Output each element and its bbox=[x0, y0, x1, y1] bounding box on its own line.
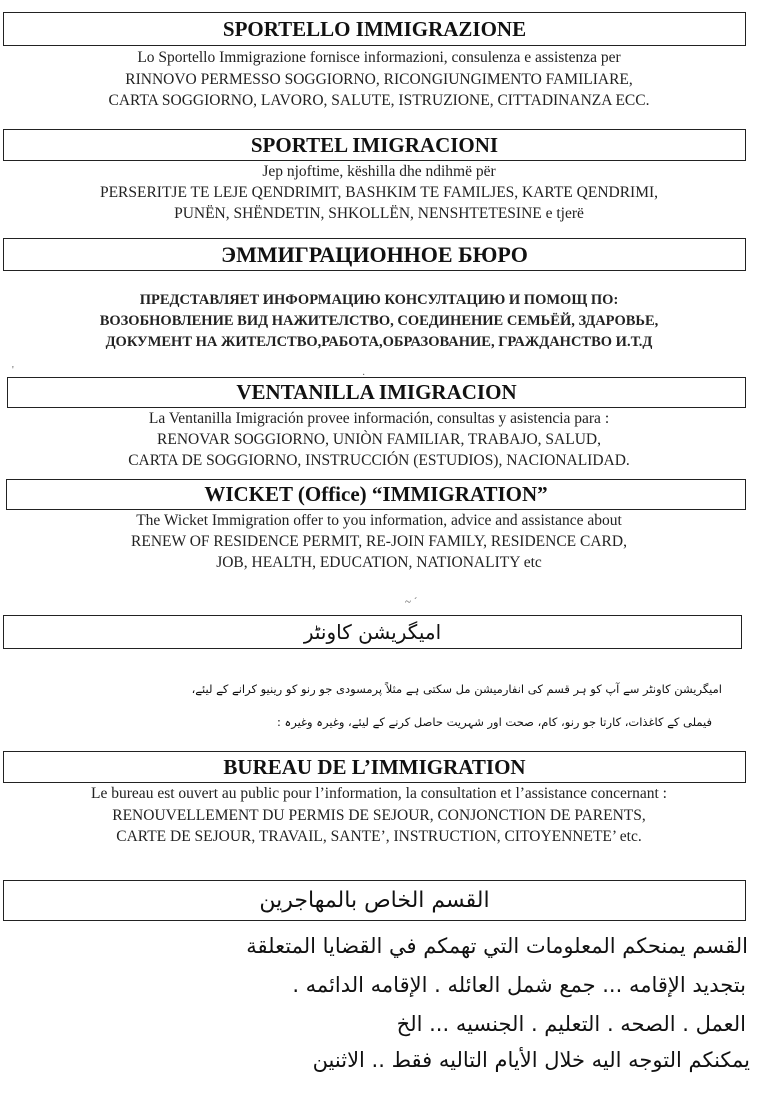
russian-heading: ЭММИГРАЦИОННОЕ БЮРО bbox=[221, 242, 528, 267]
french-heading-box bbox=[3, 751, 746, 783]
albanian-line-2: PERSERITJE TE LEJE QENDRIMIT, BASHKIM TE FAMILJES, KARTE QENDRIMI, bbox=[99, 184, 659, 201]
italian-heading-box bbox=[3, 12, 746, 46]
french-line-1: Le bureau est ouvert au public pour l’information, la consultation et l’assistance concernant : bbox=[91, 785, 667, 802]
french-heading: BUREAU DE L’IMMIGRATION bbox=[223, 755, 526, 779]
russian-line-2: ВОЗОБНОВЛЕНИЕ ВИД НАЖИТЕЛСТВО, СОЕДИНЕНИЕ СЕМЬЁЙ, ЗДАРОВЬЕ, bbox=[99, 313, 659, 329]
russian-heading-box bbox=[3, 238, 746, 271]
albanian-heading: SPORTEL IMIGRACIONI bbox=[250, 133, 499, 157]
italian-line-3: CARTA SOGGIORNO, LAVORO, SALUTE, ISTRUZIONE, CITTADINANZA ECC. bbox=[108, 92, 650, 109]
arabic-line-3: العمل . الصحه . التعليم . الجنسيه ... الخ bbox=[396, 1012, 746, 1036]
english-heading: WICKET (Office) “IMMIGRATION” bbox=[204, 482, 548, 506]
spanish-heading-box bbox=[7, 377, 746, 408]
russian-line-1: ПРЕДСТАВЛЯЕТ ИНФОРМАЦИЮ КОНСУЛТАЦИЮ И ПОМОЩ ПО: bbox=[139, 292, 619, 308]
spanish-heading: VENTANILLA IMIGRACION bbox=[236, 380, 517, 404]
italian-line-2: RINNOVO PERMESSO SOGGIORNO, RICONGIUNGIMENTO FAMILIARE, bbox=[125, 70, 633, 88]
italian-line-1: Lo Sportello Immigrazione fornisce informazioni, consulenza e assistenza per bbox=[137, 49, 621, 66]
urdu-line-1: امیگریشن کاونٹر سے آپ کو ہر قسم کی انفارمیشن مل سکتی ہے مثلاً پرمسودی جو رنو کو رینیو کرانے کے لیئے، bbox=[191, 682, 722, 696]
arabic-line-1: القسم يمنحكم المعلومات التي تهمكم في القضايا المتعلقة bbox=[246, 934, 748, 958]
spanish-line-2: RENOVAR SOGGIORNO, UNIÒN FAMILIAR, TRABAJO, SALUD, bbox=[157, 431, 601, 448]
italian-heading: SPORTELLO IMMIGRAZIONE bbox=[222, 17, 527, 41]
albanian-body bbox=[0, 161, 758, 224]
russian-line-3: ДОКУМЕНТ НА ЖИТЕЛСТВО,РАБОТА,ОБРАЗОВАНИЕ, ГРАЖДАНСТВО И.Т.Д bbox=[105, 334, 653, 350]
urdu-line-2: فیملی کے کاغذات، کارتا جو رنو، کام، صحت اور شہریت حاصل کرنے کے لیئے، وغیرہ وغیرہ : bbox=[276, 715, 712, 729]
english-heading-box bbox=[6, 479, 746, 510]
spanish-body bbox=[0, 408, 758, 471]
spanish-line-3: CARTA DE SOGGIORNO, INSTRUCCIÓN (ESTUDIOS), NACIONALIDAD. bbox=[128, 452, 630, 469]
arabic-line-4: يمكنكم التوجه اليه خلال الأيام التاليه فقط .. الاثنين bbox=[312, 1048, 750, 1072]
arabic-heading: القسم الخاص بالمهاجرين bbox=[259, 888, 490, 913]
arabic-line-2: بتجديد الإقامه ... جمع شمل العائله . الإقامه الدائمه . bbox=[292, 973, 746, 997]
arabic-heading-box bbox=[3, 880, 746, 921]
albanian-heading-box bbox=[3, 129, 746, 161]
english-line-3: JOB, HEALTH, EDUCATION, NATIONALITY etc bbox=[216, 554, 542, 571]
french-line-2: RENOUVELLEMENT DU PERMIS DE SEJOUR, CONJONCTION DE PARENTS, bbox=[112, 806, 646, 824]
english-line-1: The Wicket Immigration offer to you information, advice and assistance about bbox=[136, 512, 622, 529]
english-line-2: RENEW OF RESIDENCE PERMIT, RE-JOIN FAMILY, RESIDENCE CARD, bbox=[131, 533, 627, 550]
albanian-line-3: PUNËN, SHËNDETIN, SHKOLLËN, NENSHTETESINE e tjerë bbox=[174, 205, 584, 222]
urdu-heading-box bbox=[3, 615, 742, 649]
urdu-heading: امیگریشن کاونٹر bbox=[303, 620, 442, 644]
italian-body bbox=[0, 47, 758, 112]
french-line-3: CARTE DE SEJOUR, TRAVAIL, SANTE’, INSTRUCTION, CITOYENNETE’ etc. bbox=[116, 828, 642, 845]
spanish-line-1: La Ventanilla Imigración provee información, consultas y asistencia para : bbox=[148, 410, 610, 427]
english-body bbox=[0, 510, 758, 573]
french-body bbox=[0, 783, 758, 848]
albanian-line-1: Jep njoftime, këshilla dhe ndihmë për bbox=[262, 163, 496, 180]
russian-body bbox=[0, 290, 758, 353]
